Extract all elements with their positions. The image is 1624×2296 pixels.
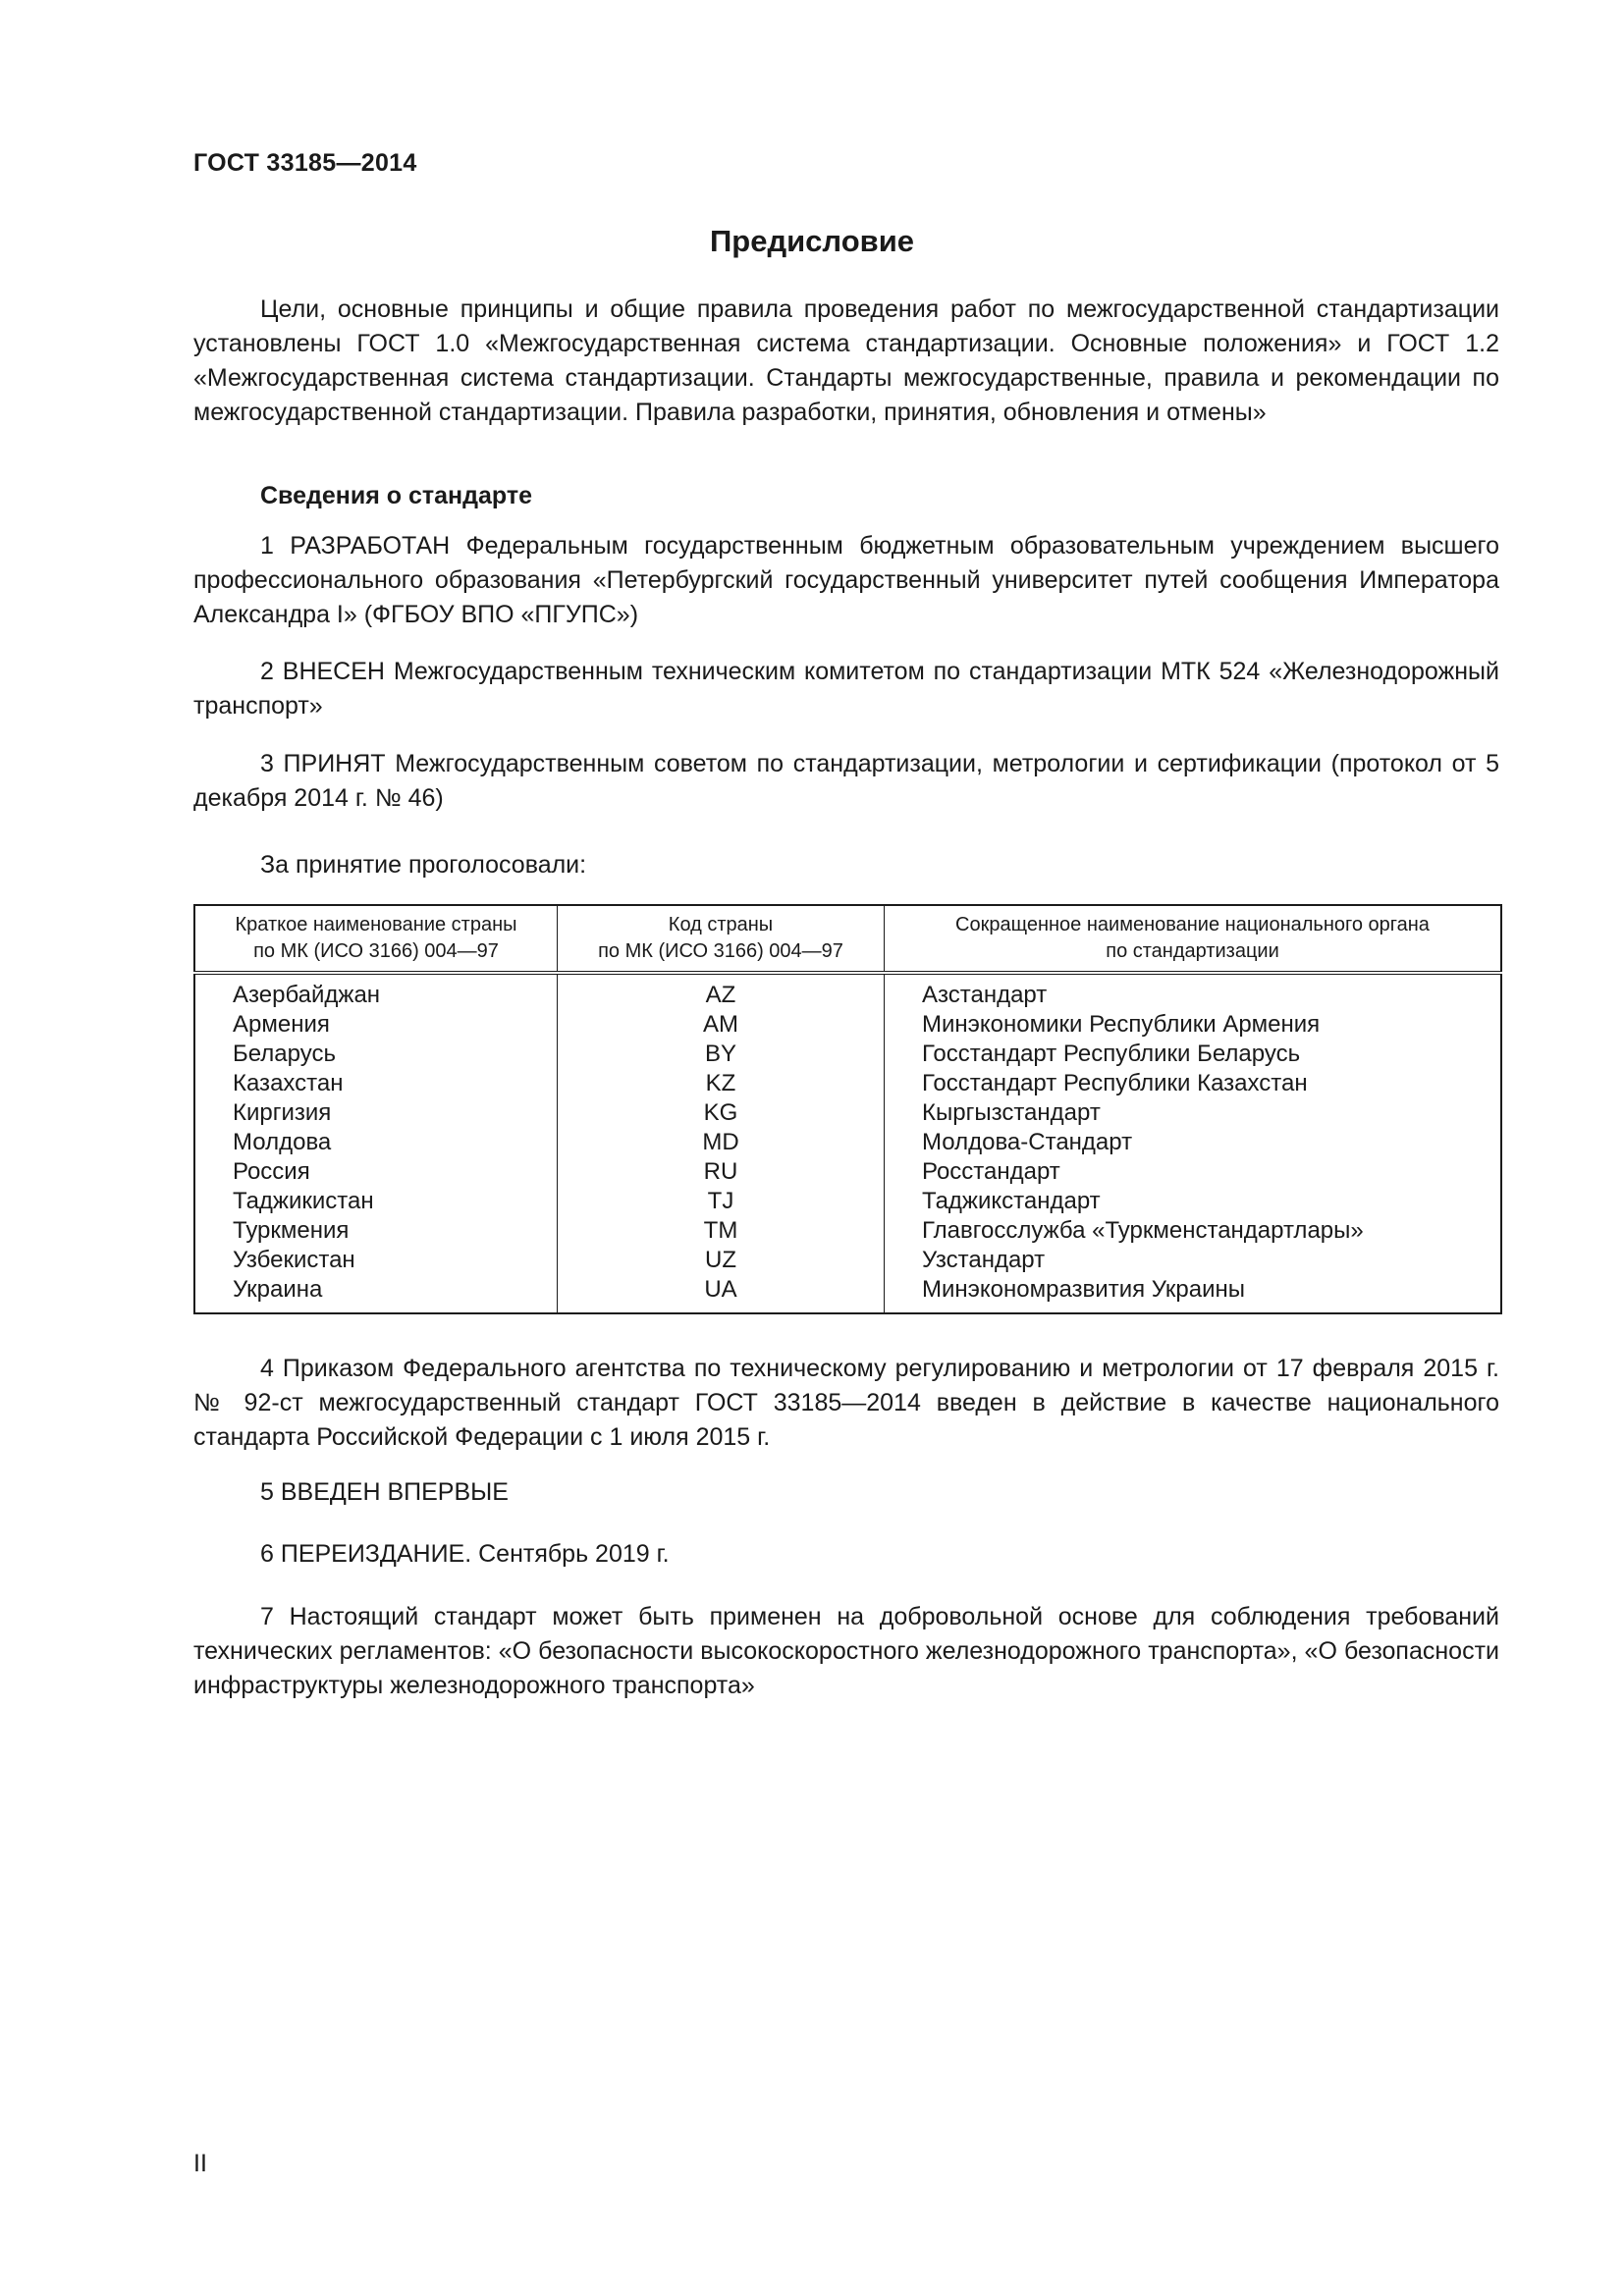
national-body: Росстандарт bbox=[922, 1158, 1060, 1185]
country-name: Киргизия bbox=[233, 1099, 332, 1126]
table-body-row bbox=[194, 973, 1501, 1313]
header-national-body-line2: по стандартизации bbox=[1106, 940, 1279, 962]
country-name: Казахстан bbox=[233, 1070, 344, 1096]
country-code: KZ bbox=[705, 1070, 736, 1096]
country-name: Азербайджан bbox=[233, 982, 381, 1008]
country-name: Армения bbox=[233, 1011, 330, 1038]
table-header-row bbox=[194, 905, 1501, 973]
country-code: RU bbox=[703, 1158, 738, 1185]
country-name: Россия bbox=[233, 1158, 310, 1185]
header-country-code bbox=[558, 905, 885, 973]
header-national-body-line1: Сокращенное наименование национального органа bbox=[955, 914, 1430, 935]
national-body: Госстандарт Республики Беларусь bbox=[922, 1041, 1301, 1067]
item-4-order: 4 Приказом Федерального агентства по техническому регулированию и метрологии от 17 февраля 2015 г. № 92-ст межгосударственный стандарт ГОСТ 33185—2014 введен в действие в качестве национального стандарта Российской Федерации с 1 июля 2015 г. bbox=[193, 1355, 1499, 1451]
section-heading: Сведения о стандарте bbox=[260, 482, 533, 509]
national-body: Главгосслужба «Туркменстандартлары» bbox=[922, 1217, 1364, 1244]
country-name: Беларусь bbox=[233, 1041, 336, 1067]
country-name: Таджикистан bbox=[233, 1188, 374, 1214]
header-country-name bbox=[194, 905, 558, 973]
voting-states-table bbox=[193, 904, 1502, 1314]
country-code: UZ bbox=[705, 1247, 736, 1273]
national-body: Минэкономики Республики Армения bbox=[922, 1011, 1321, 1038]
national-body: Узстандарт bbox=[922, 1247, 1046, 1273]
header-country-name-line2: по МК (ИСО 3166) 004—97 bbox=[253, 940, 499, 962]
header-country-name-line1: Краткое наименование страны bbox=[235, 914, 517, 935]
item-6-reissue: 6 ПЕРЕИЗДАНИЕ. Сентябрь 2019 г. bbox=[260, 1540, 670, 1568]
intro-paragraph: Цели, основные принципы и общие правила проведения работ по межгосударственной стандартизации установлены ГОСТ 1.0 «Межгосударственная система стандартизации. Основные положения» и ГОСТ 1.2 «Межгосударственная система стандартизации. Стандарты межгосударственные, правила и рекомендации по межгосударственной стандартизации. Правила разработки, принятия, обновления и отмены» bbox=[193, 295, 1499, 426]
country-code: BY bbox=[704, 1041, 736, 1067]
country-code: MD bbox=[702, 1129, 739, 1155]
item-5-introduced: 5 ВВЕДЕН ВПЕРВЫЕ bbox=[260, 1478, 509, 1506]
country-code: TJ bbox=[707, 1188, 734, 1214]
national-body: Минэкономразвития Украины bbox=[922, 1276, 1246, 1303]
header-country-code-line1: Код страны bbox=[668, 914, 774, 935]
country-code: AZ bbox=[705, 982, 736, 1008]
page-number: II bbox=[193, 2150, 207, 2177]
country-names-column bbox=[194, 973, 558, 1313]
country-codes-column bbox=[558, 973, 885, 1313]
item-3-adopted: 3 ПРИНЯТ Межгосударственным советом по стандартизации, метрологии и сертификации (протокол от 5 декабря 2014 г. № 46) bbox=[193, 750, 1499, 812]
header-country-code-line2: по МК (ИСО 3166) 004—97 bbox=[598, 940, 843, 962]
country-code: KG bbox=[703, 1099, 738, 1126]
header-national-body bbox=[885, 905, 1502, 973]
national-body: Азстандарт bbox=[922, 982, 1048, 1008]
page-title: Предисловие bbox=[709, 224, 914, 258]
country-name: Туркмения bbox=[233, 1217, 350, 1244]
voted-label: За принятие проголосовали: bbox=[260, 851, 587, 879]
document-number: ГОСТ 33185—2014 bbox=[193, 149, 417, 177]
country-name: Украина bbox=[233, 1276, 323, 1303]
country-code: TM bbox=[703, 1217, 738, 1244]
item-7-application: 7 Настоящий стандарт может быть применен на добровольной основе для соблюдения требований технических регламентов: «О безопасности высокоскоростного железнодорожного транспорта», «О безопасности инфраструктуры железнодорожного транспорта» bbox=[193, 1603, 1499, 1699]
country-code: UA bbox=[704, 1276, 737, 1303]
national-body: Таджикстандарт bbox=[922, 1188, 1101, 1214]
country-name: Узбекистан bbox=[233, 1247, 355, 1273]
country-code: AM bbox=[703, 1011, 738, 1038]
country-name: Молдова bbox=[233, 1129, 332, 1155]
national-body: Кыргызстандарт bbox=[922, 1099, 1101, 1126]
national-body: Молдова-Стандарт bbox=[922, 1129, 1133, 1155]
item-2-submitted: 2 ВНЕСЕН Межгосударственным техническим комитетом по стандартизации МТК 524 «Железнодорожный транспорт» bbox=[193, 658, 1499, 720]
national-body: Госстандарт Республики Казахстан bbox=[922, 1070, 1308, 1096]
item-1-developed: 1 РАЗРАБОТАН Федеральным государственным бюджетным образовательным учреждением высшего профессионального образования «Петербургский государственный университет путей сообщения Императора Александра I» (ФГБОУ ВПО «ПГУПС») bbox=[193, 532, 1499, 628]
national-bodies-column bbox=[885, 973, 1502, 1313]
